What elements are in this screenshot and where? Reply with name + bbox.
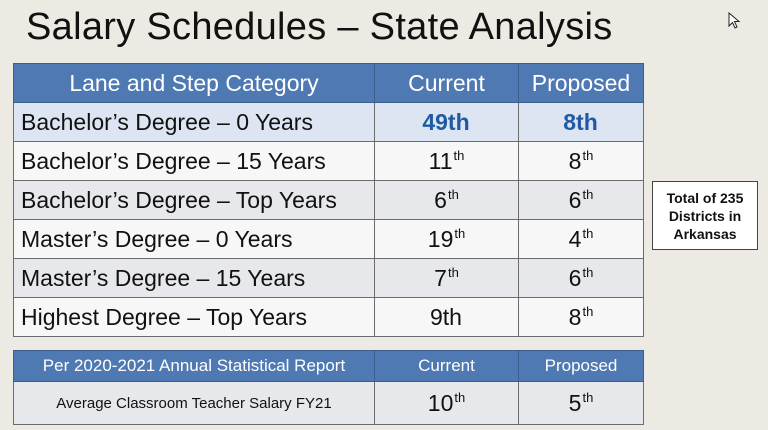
rank-suffix: th — [582, 147, 594, 163]
stats-header-row — [14, 351, 644, 382]
page-title: Salary Schedules – State Analysis — [26, 6, 613, 48]
rank-suffix: th — [454, 389, 466, 405]
header-proposed: Proposed — [519, 64, 644, 103]
row-current — [375, 220, 519, 259]
row-proposed — [519, 220, 644, 259]
table-row — [14, 259, 644, 298]
district-total-note — [652, 181, 758, 250]
table-row — [14, 220, 644, 259]
stats-proposed — [519, 382, 644, 425]
header-proposed: Proposed — [519, 351, 644, 382]
row-current — [375, 103, 519, 142]
row-proposed — [519, 142, 644, 181]
table-row — [14, 103, 644, 142]
rankings-header-row — [14, 64, 644, 103]
row-proposed — [519, 103, 644, 142]
row-category: Master’s Degree – 0 Years — [14, 220, 375, 259]
table-row — [14, 382, 644, 425]
table-row — [14, 181, 644, 220]
row-current — [375, 181, 519, 220]
stats-current — [375, 382, 519, 425]
rank-value: 8 — [568, 303, 582, 330]
header-source: Per 2020-2021 Annual Statistical Report — [14, 351, 375, 382]
row-current — [375, 298, 519, 337]
rank-value: 7 — [434, 264, 447, 291]
rankings-table — [13, 63, 644, 337]
rank-suffix: th — [582, 303, 594, 319]
row-proposed — [519, 298, 644, 337]
table-row — [14, 298, 644, 337]
row-proposed — [519, 259, 644, 298]
rank-value: 6 — [568, 264, 582, 291]
row-category: Bachelor’s Degree – 0 Years — [14, 103, 375, 142]
rank-suffix: th — [582, 389, 594, 405]
header-category: Lane and Step Category — [14, 64, 375, 103]
rank-value: 5 — [568, 389, 582, 416]
rank-value: 49th — [422, 108, 470, 135]
mouse-pointer-icon — [728, 12, 742, 30]
rank-value: 10 — [427, 389, 454, 416]
row-proposed — [519, 181, 644, 220]
rank-suffix: th — [454, 225, 466, 241]
row-current — [375, 259, 519, 298]
stats-label: Average Classroom Teacher Salary FY21 — [14, 382, 375, 425]
row-current — [375, 142, 519, 181]
rank-value: 19 — [427, 225, 454, 252]
row-category: Bachelor’s Degree – Top Years — [14, 181, 375, 220]
rank-value: 8 — [568, 147, 582, 174]
row-category: Bachelor’s Degree – 15 Years — [14, 142, 375, 181]
note-text: Total of 235 Districts in Arkansas — [666, 189, 744, 242]
rank-suffix: th — [447, 264, 459, 280]
row-category: Highest Degree – Top Years — [14, 298, 375, 337]
rank-suffix: th — [582, 264, 594, 280]
rank-suffix: th — [447, 186, 459, 202]
rank-value: 6 — [434, 186, 447, 213]
rank-value: 11 — [428, 147, 453, 174]
rank-value: 4 — [568, 225, 582, 252]
row-category: Master’s Degree – 15 Years — [14, 259, 375, 298]
header-current: Current — [375, 64, 519, 103]
rank-value: 6 — [568, 186, 582, 213]
rank-suffix: th — [582, 186, 594, 202]
rank-value: 9th — [430, 303, 462, 330]
rank-suffix: th — [453, 147, 465, 163]
rank-value: 8th — [563, 108, 598, 135]
table-row — [14, 142, 644, 181]
statistical-report-table — [13, 350, 644, 425]
header-current: Current — [375, 351, 519, 382]
rank-suffix: th — [582, 225, 594, 241]
